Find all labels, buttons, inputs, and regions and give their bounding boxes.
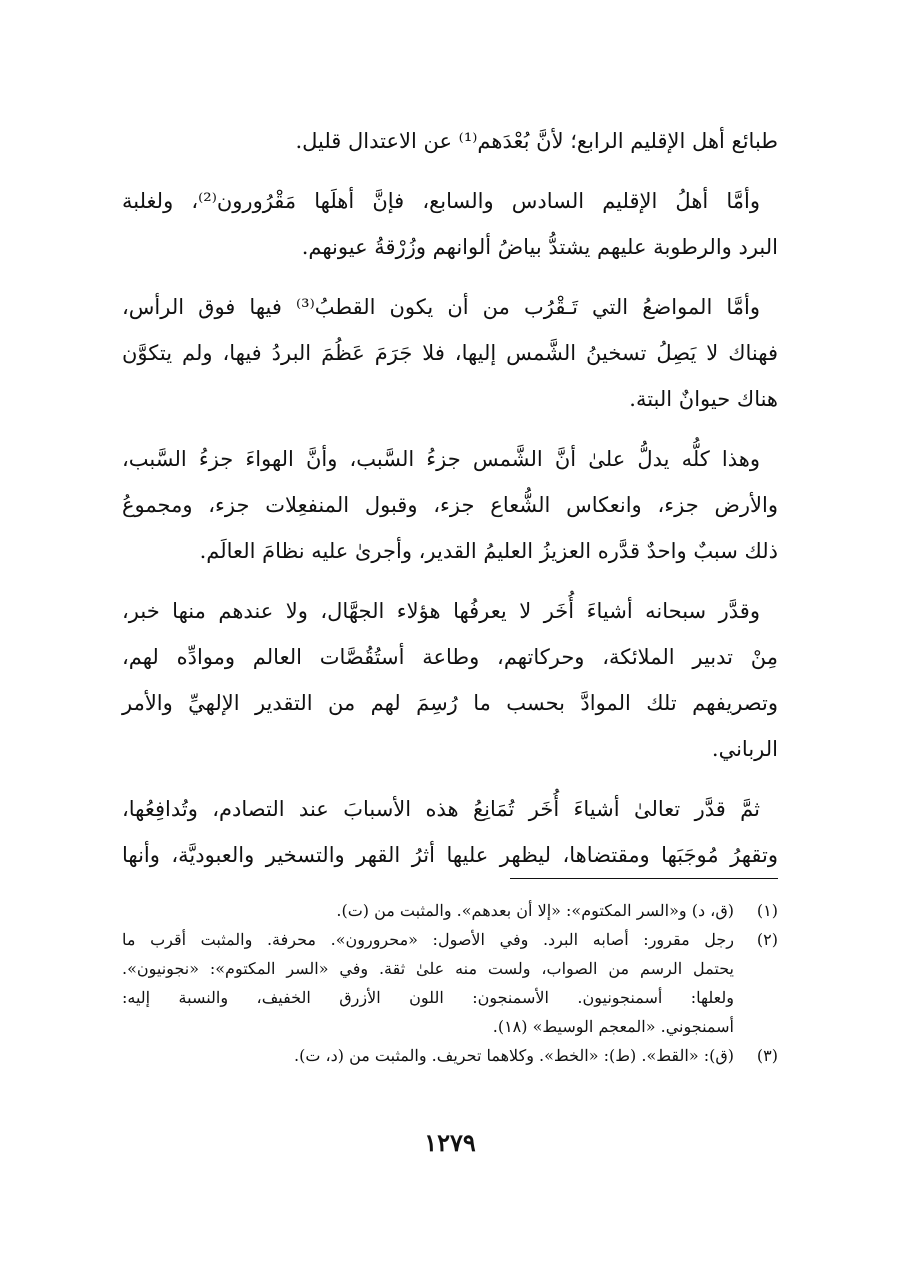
text-line: ذلك سببٌ واحدٌ قدَّره العزيزُ العليمُ القدير، وأجرىٰ عليه نظامَ العالَم. bbox=[199, 539, 778, 563]
text-line: وقدَّر سبحانه أشياءَ أُخَر لا يعرفُها هؤلاء الجهَّال، ولا عندهم منها خبر، bbox=[122, 599, 760, 623]
text-line: وتصريفهم تلك الموادَّ بحسب ما رُسِمَ لهم من التقدير الإلهيِّ والأمر bbox=[122, 691, 778, 715]
footnote-number: (٢) bbox=[756, 930, 778, 949]
text-line: (ق، د) و«السر المكتوم»: «إلا أن بعدهم». والمثبت من (ت). bbox=[336, 901, 734, 920]
main-text bbox=[122, 118, 778, 892]
paragraph-6 bbox=[122, 786, 778, 878]
paragraph-2 bbox=[122, 178, 778, 270]
footnote-text bbox=[122, 896, 734, 925]
text-line: وأمَّا أهلُ الإقليم السادس والسابع، فإنَّ أهلَها مَقْرُورون⁽²⁾، ولغلبة bbox=[122, 189, 760, 213]
footnote-text bbox=[122, 1041, 734, 1070]
footnote-2 bbox=[122, 925, 778, 1041]
text-line: وتقهرُ مُوجَبَها ومقتضاها، ليظهر عليها أثرُ القهر والتسخير والعبوديَّة، وأنها bbox=[122, 843, 778, 867]
page-number: ١٢٧٩ bbox=[424, 1128, 476, 1157]
text-line: ولعلها: أسمنجونيون. الأسمنجون: اللون الأزرق الخفيف، والنسبة إليه: bbox=[122, 988, 734, 1007]
text-line: مِنْ تدبير الملائكة، وحركاتهم، وطاعة أستُقُصَّات العالم وموادِّه لهم، bbox=[122, 645, 778, 669]
text-line: وأمَّا المواضعُ التي تَـقْرُب من أن يكون القطبُ⁽³⁾ فيها فوق الرأس، bbox=[122, 295, 761, 319]
text-line: ثمَّ قدَّر تعالىٰ أشياءَ أُخَر تُمَانِعُ هذه الأسبابَ عند التصادم، وتُدافِعُها، bbox=[122, 797, 760, 821]
text-line: البرد والرطوبة عليهم يشتدُّ بياضُ ألوانهم وزُرْقةُ عيونهم. bbox=[301, 235, 778, 259]
footnote-number: (٣) bbox=[756, 1046, 778, 1065]
text-line: طبائع أهل الإقليم الرابع؛ لأنَّ بُعْدَهم⁽¹⁾ عن الاعتدال قليل. bbox=[295, 129, 778, 153]
footnote-divider bbox=[510, 878, 778, 879]
text-line: أسمنجوني. «المعجم الوسيط» (١٨). bbox=[492, 1017, 734, 1036]
footnote-3 bbox=[122, 1041, 778, 1070]
text-line: رجل مقرور: أصابه البرد. وفي الأصول: «محرورون». محرفة. والمثبت أقرب ما bbox=[122, 930, 734, 949]
text-line: وهذا كلُّه يدلُّ علىٰ أنَّ الشَّمس جزءُ السَّبب، وأنَّ الهواءَ جزءُ السَّبب، bbox=[122, 447, 760, 471]
text-line: (ق): «القط». (ط): «الخط». وكلاهما تحريف. والمثبت من (د، ت). bbox=[294, 1046, 734, 1065]
footnotes bbox=[122, 896, 778, 1070]
footnote-text bbox=[122, 925, 734, 1041]
paragraph-5 bbox=[122, 588, 778, 772]
text-line: والأرض جزء، وانعكاس الشُّعاع جزء، وقبول المنفعِلات جزء، ومجموعُ bbox=[122, 493, 778, 517]
text-line: فهناك لا يَصِلُ تسخينُ الشَّمس إليها، فلا جَرَمَ عَظُمَ البردُ فيها، ولم يتكوَّن bbox=[122, 341, 778, 365]
footnote-1 bbox=[122, 896, 778, 925]
text-line: هناك حيوانٌ البتة. bbox=[629, 387, 778, 411]
paragraph-1 bbox=[122, 118, 778, 164]
text-line: يحتمل الرسم من الصواب، ولست منه علىٰ ثقة. وفي «السر المكتوم»: «نجونيون». bbox=[122, 959, 734, 978]
paragraph-4 bbox=[122, 436, 778, 574]
footnote-number: (١) bbox=[756, 901, 778, 920]
paragraph-3 bbox=[122, 284, 778, 422]
text-line: الرباني. bbox=[711, 737, 778, 761]
